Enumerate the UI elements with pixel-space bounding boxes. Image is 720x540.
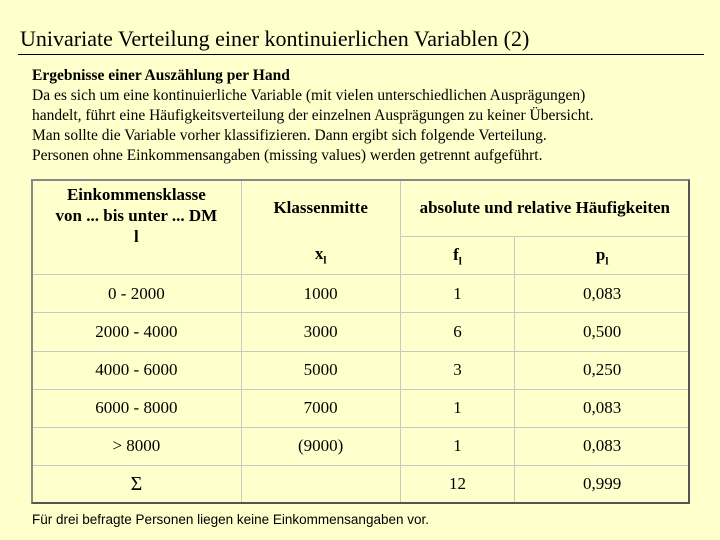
cell-relative: 0,500 [515,313,690,351]
intro-line: Man sollte die Variable vorher klassifizieren. Dann ergibt sich folgende Verteilung. [32,127,547,144]
subscript-l: l [605,254,609,267]
cell-relative: 0,083 [515,389,690,427]
subscript-l: l [458,254,462,267]
symbol-p: p [595,244,606,264]
cell-midpoint: 7000 [241,389,400,427]
symbol-x: x [314,244,324,264]
header-income-class-line3: l [134,227,139,246]
cell-relative: 0,083 [515,427,690,465]
cell-absolute: 1 [400,427,515,465]
intro-line: Da es sich um eine kontinuierliche Variable (mit vielen unterschiedlichen Ausprägungen) [32,87,586,104]
footnote: Für drei befragte Personen liegen keine Einkommensangaben vor. [32,512,429,527]
header-class-midpoint: Klassenmitte [241,180,400,237]
cell-range: > 8000 [32,427,242,465]
header-income-class-line1: Einkommensklasse [66,185,206,204]
cell-relative: 0,250 [515,351,690,389]
cell-absolute: 1 [400,275,515,313]
table-row [32,313,690,351]
sum-absolute: 12 [400,465,515,503]
slide-title: Univariate Verteilung einer kontinuierlichen Variablen (2) [20,26,530,51]
header-midpoint-symbol [241,237,400,275]
intro-line: handelt, führt eine Häufigkeitsverteilung der einzelnen Ausprägungen zu keiner Übersicht. [32,107,594,124]
cell-absolute: 3 [400,351,515,389]
cell-range: 6000 - 8000 [32,389,242,427]
cell-relative: 0,083 [515,275,690,313]
header-income-class [32,180,242,275]
cell-midpoint: (9000) [241,427,400,465]
frequency-table [31,179,690,504]
cell-absolute: 6 [400,313,515,351]
table-sum-row [32,465,690,503]
cell-range: 2000 - 4000 [32,313,242,351]
header-absolute-symbol [400,237,515,275]
intro-text [32,66,712,166]
intro-line: Personen ohne Einkommensangaben (missing values) werden getrennt aufgeführt. [32,147,543,164]
header-frequencies: absolute und relative Häufigkeiten [400,180,689,237]
cell-midpoint: 3000 [241,313,400,351]
title-divider [18,54,704,55]
table-row [32,275,690,313]
table-row [32,427,690,465]
table-row [32,389,690,427]
header-income-class-line2: von ... bis unter ... DM [55,206,218,225]
cell-range: 0 - 2000 [32,275,242,313]
subscript-l: l [323,254,327,267]
sum-relative: 0,999 [515,465,690,503]
cell-absolute: 1 [400,389,515,427]
cell-range: 4000 - 6000 [32,351,242,389]
cell-midpoint: 5000 [241,351,400,389]
cell-midpoint: 1000 [241,275,400,313]
table-row [32,351,690,389]
cell-midpoint-empty [241,465,400,503]
header-relative-symbol [515,237,690,275]
symbol-f: f [453,244,459,264]
intro-heading: Ergebnisse einer Auszählung per Hand [32,67,290,84]
sum-symbol: Σ [32,465,242,503]
